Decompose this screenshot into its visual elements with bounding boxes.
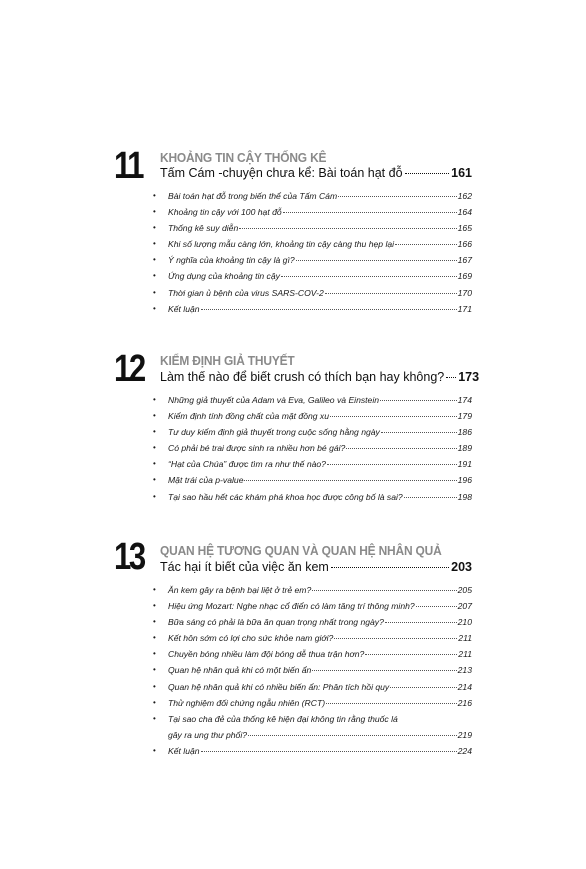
bullet-icon: • (153, 239, 156, 249)
toc-entry: • Kiểm định tính đồng chất của mặt đồng xu 179 (153, 411, 472, 422)
toc-entry: • Những giả thuyết của Adam và Eva, Galileo và Einstein 174 (153, 395, 472, 405)
bullet-icon: • (153, 713, 156, 723)
toc-entry: • Bữa sáng có phải là bữa ăn quan trọng nhất trong ngày? 210 (153, 617, 472, 628)
page-number: 166 (457, 239, 472, 250)
chapter-subtitle-page: 203 (451, 560, 472, 574)
toc-entry: • Khi số lượng mẫu càng lớn, khoảng tin cậy càng thu hẹp lại 166 (153, 239, 472, 250)
toc-entry: • Quan hệ nhân quả khi có nhiều biến ẩn: Phân tích hồi quy 214 (153, 681, 472, 692)
chapter-number: 12 (114, 348, 144, 390)
chapter-subtitle-text: Tác hại ít biết của việc ăn kem (160, 560, 329, 574)
bullet-icon: • (153, 665, 156, 675)
page-number: 211 (458, 649, 472, 660)
toc-entry: • Tại sao cha đẻ của thống kê hiện đại không tin rằng thuốc lá gây ra ung thư phổi? 219 (153, 713, 472, 740)
bullet-icon: • (153, 475, 156, 485)
page-number: 210 (457, 617, 472, 628)
bullet-icon: • (153, 395, 156, 404)
bullet-icon: • (153, 207, 156, 217)
page-number: 207 (457, 601, 472, 612)
bullet-icon: • (153, 601, 156, 611)
bullet-icon: • (153, 697, 156, 707)
bullet-icon: • (153, 443, 156, 453)
page-number: 167 (457, 255, 472, 266)
toc-entry: • Ứng dụng của khoảng tin cậy 169 (153, 271, 472, 282)
chapter-number: 13 (114, 536, 144, 578)
page-number: 179 (457, 411, 472, 422)
page-number: 186 (457, 427, 472, 438)
toc-entry: • Thời gian ủ bệnh của virus SARS-COV-2 170 (153, 287, 472, 298)
bullet-icon: • (153, 223, 156, 233)
chapter-subtitle-text: Tấm Cám -chuyện chưa kể: Bài toán hạt đỗ (160, 166, 403, 180)
chapter-subtitle (160, 166, 472, 180)
toc-entry: • Kết luận 224 (153, 745, 472, 756)
chapter-subtitle-page: 161 (451, 166, 472, 180)
toc-entry: • Chuyền bóng nhiều làm đội bóng dễ thua trận hơn? 211 (153, 649, 472, 660)
chapter-title: KHOẢNG TIN CẬY THỐNG KÊ (160, 150, 327, 165)
chapter-subtitle-page: 173 (458, 370, 480, 384)
bullet-icon: • (153, 617, 156, 627)
page-number: 219 (457, 729, 472, 740)
bullet-icon: • (153, 191, 156, 200)
bullet-icon: • (153, 649, 156, 659)
page-number: 174 (457, 395, 472, 405)
page-number: 205 (457, 585, 472, 595)
toc-entry: • Thống kê suy diễn 165 (153, 223, 472, 234)
bullet-icon: • (153, 411, 156, 421)
toc-entry: • Thử nghiệm đối chứng ngẫu nhiên (RCT) 216 (153, 697, 472, 708)
page-number: 164 (457, 207, 472, 218)
chapter-title: KIỂM ĐỊNH GIẢ THUYẾT (160, 353, 295, 368)
bullet-icon: • (153, 303, 156, 313)
page-number: 216 (457, 697, 472, 708)
bullet-icon: • (153, 287, 156, 297)
toc-entry: • Ăn kem gây ra bệnh bại liệt ở trẻ em? 205 (153, 585, 472, 595)
toc-entry: • Có phải bé trai được sinh ra nhiều hơn bé gái? 189 (153, 443, 472, 454)
toc-entry: • Bài toán hạt đỗ trong biến thể của Tấm Cám 162 (153, 191, 472, 201)
bullet-icon: • (153, 271, 156, 281)
bullet-icon: • (153, 255, 156, 265)
bullet-icon: • (153, 459, 156, 469)
toc-entry: • Tại sao hầu hết các khám phá khoa học được công bố là sai? 198 (153, 491, 472, 502)
toc-entry: • Ý nghĩa của khoảng tin cậy là gì? 167 (153, 255, 472, 266)
bullet-icon: • (153, 745, 156, 755)
page-number: 171 (457, 303, 472, 314)
toc-entry-list (152, 395, 472, 508)
chapter-subtitle-text: Làm thế nào để biết crush có thích bạn hay không? (160, 370, 445, 384)
leader-dots (331, 567, 449, 568)
chapter-subtitle (160, 370, 480, 384)
page-number: 198 (457, 491, 472, 502)
chapter-number: 11 (114, 145, 143, 187)
page-number: 211 (458, 633, 472, 644)
bullet-icon: • (153, 633, 156, 643)
page-number: 170 (457, 287, 472, 298)
toc-entry-list (152, 191, 472, 320)
bullet-icon: • (153, 585, 156, 594)
leader-dots (446, 377, 456, 378)
page-number: 224 (457, 745, 472, 756)
bullet-icon: • (153, 681, 156, 691)
toc-entry: • Kết hôn sớm có lợi cho sức khỏe nam giới? 211 (153, 633, 472, 644)
page-number: 213 (457, 665, 472, 676)
page-number: 165 (457, 223, 472, 234)
toc-entry: • Khoảng tin cậy với 100 hạt đỗ 164 (153, 207, 472, 218)
chapter-subtitle (160, 560, 472, 574)
page-number: 191 (457, 459, 472, 470)
bullet-icon: • (153, 491, 156, 501)
leader-dots (405, 173, 450, 174)
toc-entry: • Quan hệ nhân quả khi có một biến ẩn 213 (153, 665, 472, 676)
toc-entry: • Hiệu ứng Mozart: Nghe nhạc cổ điển có làm tăng trí thông minh? 207 (153, 601, 472, 612)
toc-entry: • Kết luận 171 (153, 303, 472, 314)
toc-entry-list (152, 585, 472, 762)
toc-entry: • “Hạt của Chúa” được tìm ra như thế nào? 191 (153, 459, 472, 470)
page-number: 162 (457, 191, 472, 201)
bullet-icon: • (153, 427, 156, 437)
page-number: 196 (457, 475, 472, 486)
page-number: 214 (457, 681, 472, 692)
toc-entry: • Tư duy kiểm định giả thuyết trong cuộc sống hằng ngày 186 (153, 427, 472, 438)
chapter-title: QUAN HỆ TƯƠNG QUAN VÀ QUAN HỆ NHÂN QUẢ (160, 543, 442, 558)
toc-entry: • Mặt trái của p-value 196 (153, 475, 472, 486)
page-number: 189 (457, 443, 472, 454)
page-number: 169 (457, 271, 472, 282)
